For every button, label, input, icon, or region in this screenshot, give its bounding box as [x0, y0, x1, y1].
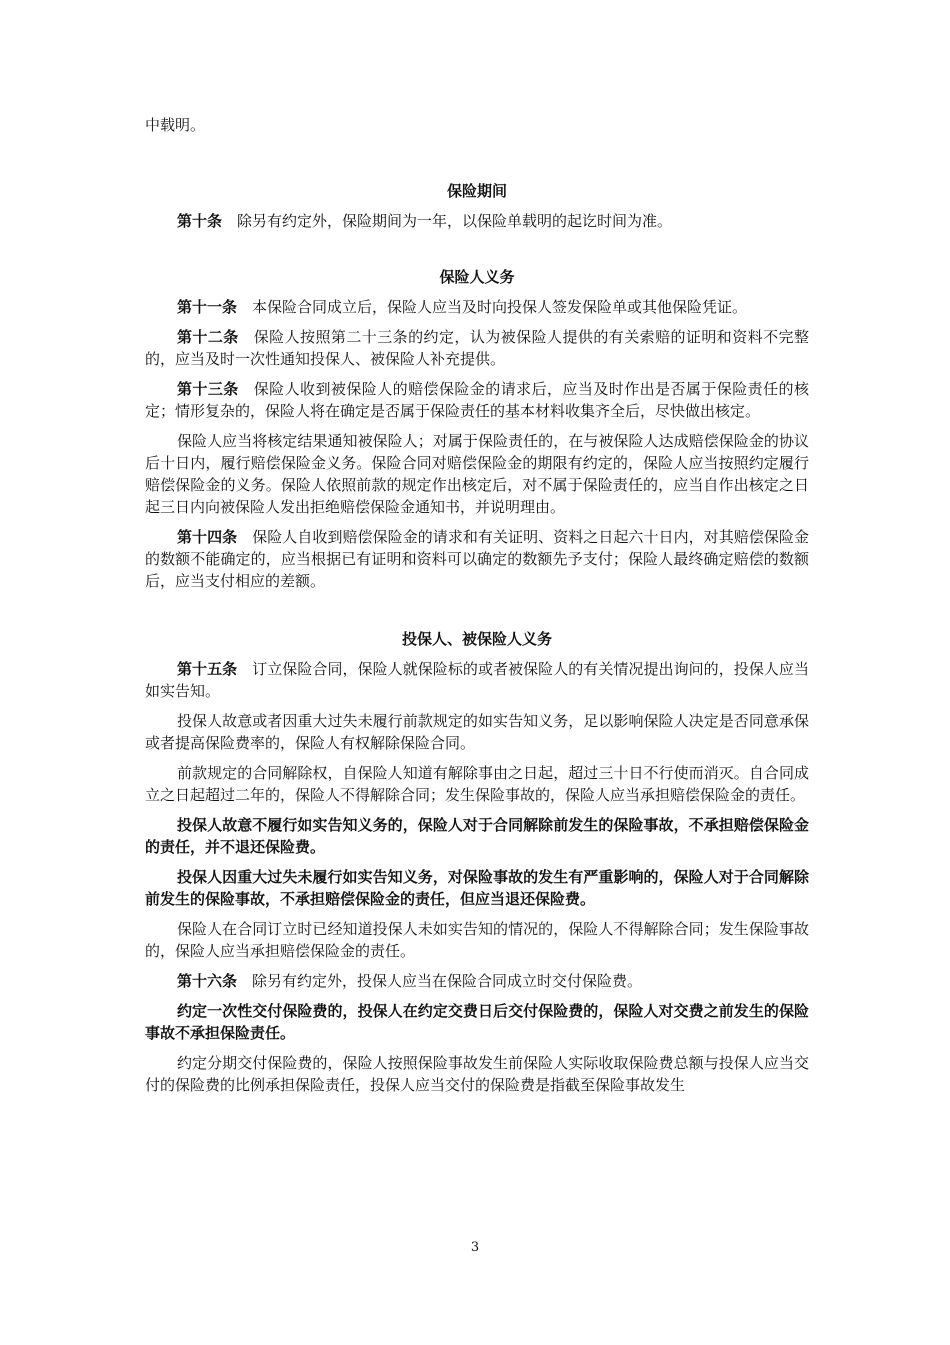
paragraph: [145, 296, 809, 318]
paragraph: [145, 658, 809, 702]
paragraph: [145, 710, 809, 754]
paragraph: [145, 1052, 809, 1096]
paragraph-text: 投保人故意或者因重大过失未履行前款规定的如实告知义务，足以影响保险人决定是否同意承保或者提高保险费率的，保险人有权解除保险合同。: [145, 712, 809, 752]
paragraph: [145, 210, 809, 232]
paragraph-text: 投保人因重大过失未履行如实告知义务，对保险事故的发生有严重影响的，保险人对于合同解除前发生的保险事故，不承担赔偿保险金的责任，但应当退还保险费。: [145, 868, 809, 908]
paragraph-text: 投保人故意不履行如实告知义务的，保险人对于合同解除前发生的保险事故，不承担赔偿保险金的责任，并不退还保险费。: [145, 816, 809, 856]
article-number: 第十五条: [177, 660, 238, 678]
paragraph: [145, 378, 809, 422]
article-number: 第十二条: [177, 328, 239, 346]
paragraph: [145, 326, 809, 370]
paragraph-text: 约定分期交付保险费的，保险人按照保险事故发生前保险人实际收取保险费总额与投保人应当交付的保险费的比例承担保险责任，投保人应当交付的保险费是指截至保险事故发生: [145, 1054, 809, 1094]
lead-fragment: 中载明。: [145, 116, 206, 134]
paragraph: [145, 866, 809, 910]
paragraph-text: 约定一次性交付保险费的，投保人在约定交费日后交付保险费的，保险人对交费之前发生的保险事故不承担保险责任。: [145, 1002, 809, 1042]
sections-container: [145, 180, 809, 1096]
paragraph: [145, 918, 809, 962]
section: [145, 266, 809, 592]
section: [145, 180, 809, 232]
paragraph-text: 保险人收到被保险人的赔偿保险金的请求后，应当及时作出是否属于保险责任的核定；情形复杂的，保险人将在确定是否属于保险责任的基本材料收集齐全后，尽快做出核定。: [145, 380, 809, 420]
paragraph-text: 本保险合同成立后，保险人应当及时向投保人签发保险单或其他保险凭证。: [252, 298, 748, 316]
paragraph-text: 除另有约定外，保险期间为一年，以保险单载明的起讫时间为准。: [237, 212, 673, 230]
section-heading: 投保人、被保险人义务: [401, 630, 552, 648]
section-heading: 保险期间: [446, 182, 507, 200]
paragraph-text: 保险人按照第二十三条的约定，认为被保险人提供的有关索赔的证明和资料不完整的，应当及时一次性通知投保人、被保险人补充提供。: [145, 328, 809, 368]
page-number: 3: [470, 1240, 480, 1255]
paragraph: [145, 762, 809, 806]
article-number: 第十三条: [177, 380, 239, 398]
paragraph-text: 订立保险合同，保险人就保险标的或者被保险人的有关情况提出询问的，投保人应当如实告知。: [145, 660, 809, 700]
paragraph-text: 除另有约定外，投保人应当在保险合同成立时交付保险费。: [252, 972, 643, 990]
page-content: [145, 114, 809, 1104]
article-number: 第十四条: [177, 528, 238, 546]
paragraph: [145, 430, 809, 518]
article-number: 第十六条: [177, 972, 238, 990]
paragraph-text: 保险人应当将核定结果通知被保险人；对属于保险责任的，在与被保险人达成赔偿保险金的协议后十日内，履行赔偿保险金义务。保险合同对赔偿保险金的期限有约定的，保险人应当按照约定履行赔偿保险金的义务。保险人依照前款的规定作出核定后，对不属于保险责任的，应当自作出核定之日起三日内向被保险人发出拒绝赔偿保险金通知书，并说明理由。: [145, 432, 809, 516]
section: [145, 628, 809, 1096]
paragraph: [145, 970, 809, 992]
paragraph: [145, 814, 809, 858]
paragraph-text: 前款规定的合同解除权，自保险人知道有解除事由之日起，超过三十日不行使而消灭。自合同成立之日起超过二年的，保险人不得解除合同；发生保险事故的，保险人应当承担赔偿保险金的责任。: [145, 764, 809, 804]
paragraph-text: 保险人自收到赔偿保险金的请求和有关证明、资料之日起六十日内，对其赔偿保险金的数额不能确定的，应当根据已有证明和资料可以确定的数额先予支付；保险人最终确定赔偿的数额后，应当支付相应的差额。: [145, 528, 809, 590]
paragraph-text: 保险人在合同订立时已经知道投保人未如实告知的情况的，保险人不得解除合同；发生保险事故的，保险人应当承担赔偿保险金的责任。: [145, 920, 809, 960]
article-number: 第十一条: [177, 298, 238, 316]
article-number: 第十条: [177, 212, 223, 230]
paragraph: [145, 526, 809, 592]
paragraph: [145, 1000, 809, 1044]
section-heading: 保险人义务: [439, 268, 515, 286]
